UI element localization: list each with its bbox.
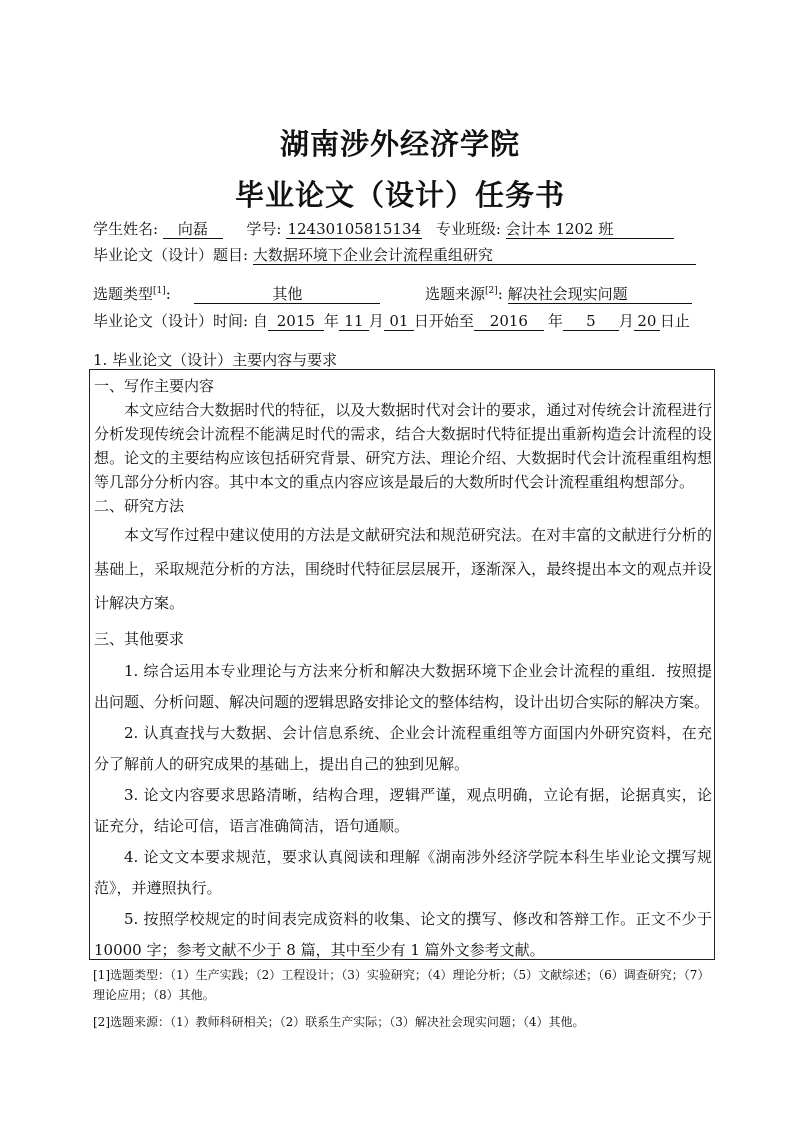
- student-name: 向磊: [163, 220, 223, 239]
- topic-value: 大数据环境下企业会计流程重组研究: [253, 246, 696, 265]
- end-day: 20: [634, 312, 660, 331]
- start-suffix: 日开始至: [413, 312, 474, 330]
- type-value: 其他: [194, 285, 380, 304]
- content-body: [94, 374, 712, 966]
- student-id: 12430105815134: [287, 220, 422, 238]
- heading-writing-content: 一、写作主要内容: [94, 377, 215, 395]
- start-month-unit: 月: [368, 312, 384, 330]
- topic-source-row: [425, 281, 692, 304]
- start-year: 2015: [268, 312, 324, 331]
- id-label: 学号:: [246, 220, 282, 238]
- requirement-3: 3. 论文内容要求思路清晰，结构合理，逻辑严谨，观点明确，立论有据，论据真实，论证充分，结论可信，语言准确简洁，语句通顺。: [94, 786, 712, 835]
- type-colon: :: [165, 285, 171, 303]
- document-title: 毕业论文（设计）任务书: [234, 178, 565, 212]
- type-footnote-ref: [1]: [153, 286, 166, 296]
- school-name: 湖南涉外经济学院: [279, 127, 520, 161]
- footnote-topic-type: [1]选题类型：（1）生产实践；（2）工程设计；（3）实验研究；（4）理论分析；（5）文献综述；（6）调查研究；（7）理论应用；（8）其他。: [93, 968, 710, 1002]
- name-label: 学生姓名:: [93, 220, 159, 238]
- student-info-row: [93, 219, 674, 239]
- footnote-topic-source: [2]选题来源：（1）教师科研相关；（2）联系生产实际；（3）解决社会现实问题；（4）其他。: [93, 1015, 585, 1029]
- content-box: [89, 369, 715, 960]
- topic-label: 毕业论文（设计）题目:: [93, 246, 249, 264]
- time-row: [93, 311, 690, 331]
- class-label: 专业班级:: [435, 220, 501, 238]
- topic-type-row: [93, 281, 380, 304]
- requirement-2: 2. 认真查找与大数据、会计信息系统、企业会计流程重组等方面国内外研究资料，在充分了解前人的研究成果的基础上，提出自己的独到见解。: [94, 724, 712, 773]
- start-year-unit: 年: [323, 312, 339, 330]
- requirement-1: 1. 综合运用本专业理论与方法来分析和解决大数据环境下企业会计流程的重组．按照提出问题、分析问题、解决问题的逻辑思路安排论文的整体结构，设计出切合实际的解决方案。: [94, 662, 712, 711]
- start-month: 11: [339, 312, 369, 331]
- section-title: 1. 毕业论文（设计）主要内容与要求: [93, 351, 338, 369]
- heading-other-requirements: 三、其他要求: [94, 630, 185, 648]
- source-colon: :: [497, 285, 503, 303]
- end-month: 5: [563, 312, 619, 331]
- requirement-5: 5. 按照学校规定的时间表完成资料的收集、论文的撰写、修改和答辩工作。正文不少于 10000 字；参考文献不少于 8 篇，其中至少有 1 篇外文参考文献。: [94, 910, 712, 959]
- topic-row: [93, 245, 696, 265]
- source-label: 选题来源: [425, 285, 486, 303]
- type-label: 选题类型: [93, 285, 154, 303]
- end-year-unit: 年: [547, 312, 563, 330]
- start-day: 01: [384, 312, 414, 331]
- source-footnote-ref: [2]: [485, 286, 498, 296]
- end-month-unit: 月: [618, 312, 634, 330]
- requirement-4: 4. 论文文本要求规范，要求认真阅读和理解《湖南涉外经济学院本科生毕业论文撰写规范》，并遵照执行。: [94, 848, 712, 897]
- student-class: 会计本 1202 班: [506, 220, 674, 239]
- end-year: 2016: [474, 312, 544, 331]
- paragraph-research-method: 本文写作过程中建议使用的方法是文献研究法和规范研究法。在对丰富的文献进行分析的基础上，采取规范分析的方法，围绕时代特征层层展开，逐渐深入，最终提出本文的观点并设计解决方案。: [94, 526, 712, 612]
- end-suffix: 日止: [659, 312, 690, 330]
- heading-research-method: 二、研究方法: [94, 497, 185, 515]
- paragraph-writing-content: 本文应结合大数据时代的特征，以及大数据时代对会计的要求，通过对传统会计流程进行分析发现传统会计流程不能满足时代的需求，结合大数据时代特征提出重新构造会计流程的设想。论文的主要结构应该包括研究背景、研究方法、理论介绍、大数据时代会计流程重组构想等几部分分析内容。其中本文的重点内容应该是最后的大数所时代会计流程重组构想部分。: [94, 401, 712, 491]
- source-value: 解决社会现实问题: [508, 285, 692, 304]
- time-label: 毕业论文（设计）时间: 自: [93, 312, 268, 330]
